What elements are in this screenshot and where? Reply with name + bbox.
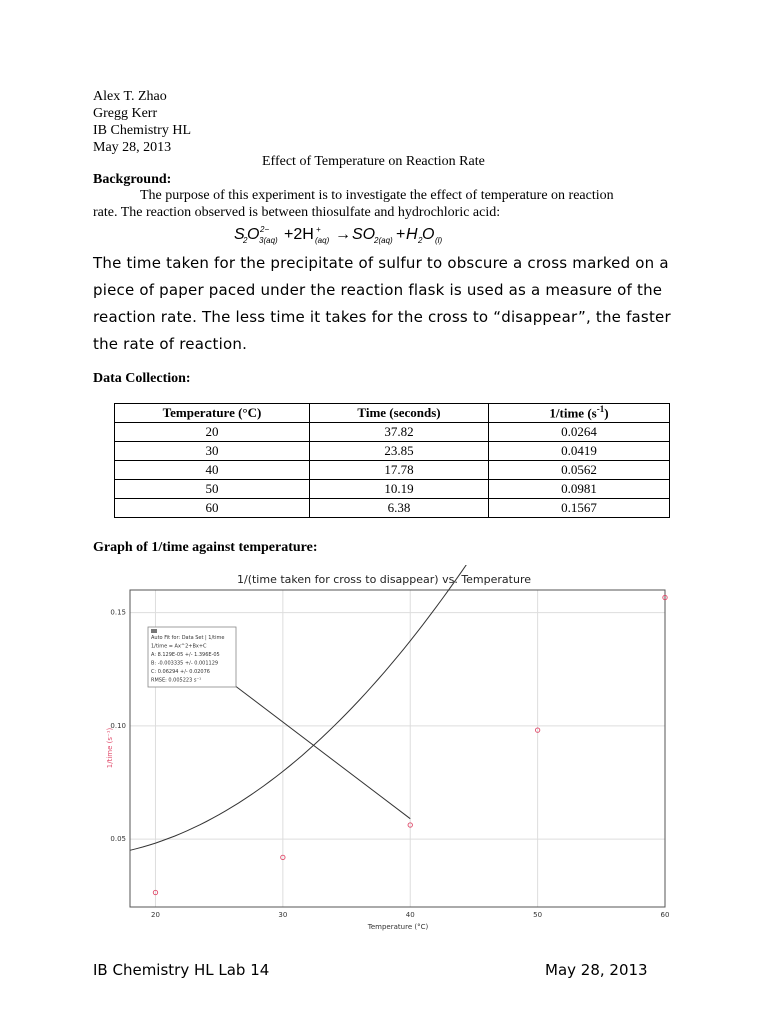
footer-left: IB Chemistry HL Lab 14	[93, 961, 270, 979]
y-tick-label: 0.15	[110, 608, 126, 617]
temperature-cell: 20	[115, 423, 310, 442]
table-row	[115, 423, 670, 442]
temperature-cell: 60	[115, 499, 310, 518]
svg-text:+: +	[396, 226, 406, 243]
teacher-name: Gregg Kerr	[93, 106, 158, 121]
y-tick-label: 0.05	[110, 835, 126, 844]
x-tick-label: 20	[151, 911, 160, 919]
svg-text:3(aq): 3(aq)	[259, 236, 278, 245]
y-axis-label: 1/time (s⁻¹)	[106, 727, 114, 769]
svg-text:SO: SO	[352, 226, 376, 243]
time-cell: 17.78	[310, 461, 489, 480]
background-heading: Background:	[93, 172, 172, 187]
background-intro-line2: rate. The reaction observed is between thiosulfate and hydrochloric acid:	[93, 205, 501, 220]
table-row	[115, 442, 670, 461]
rate-header-superscript: -1	[596, 404, 605, 415]
rate-cell: 0.0562	[489, 461, 670, 480]
annotation-line: RMSE: 0.005223 s⁻¹	[151, 677, 202, 684]
rate-cell: 0.1567	[489, 499, 670, 518]
rate-cell: 0.0419	[489, 442, 670, 461]
table-row	[115, 461, 670, 480]
x-tick-label: 30	[278, 911, 288, 919]
svg-text:+: +	[316, 225, 321, 234]
temperature-cell: 30	[115, 442, 310, 461]
table-row	[115, 499, 670, 518]
graph-heading: Graph of 1/time against temperature:	[93, 540, 318, 555]
svg-text:(aq): (aq)	[315, 236, 330, 245]
rate-header-text: 1/time (s	[549, 405, 597, 421]
x-tick-label: 40	[405, 911, 415, 919]
svg-text:(l): (l)	[435, 236, 443, 245]
fit-annotation-box	[148, 627, 236, 687]
annotation-box-icon	[151, 629, 157, 633]
annotation-line: 1/time = Ax^2+Bx+C	[151, 643, 207, 650]
svg-text:S: S	[234, 226, 245, 243]
y-tick-label: 0.10	[110, 721, 126, 730]
table-row	[115, 480, 670, 499]
table-header-row	[115, 404, 670, 423]
column-header-rate	[489, 404, 670, 423]
document-title: Effect of Temperature on Reaction Rate	[262, 154, 485, 169]
time-cell: 6.38	[310, 499, 489, 518]
data-table	[114, 403, 670, 518]
annotation-leader-line	[234, 685, 410, 819]
chemical-equation	[232, 222, 477, 251]
chart	[88, 565, 688, 935]
annotation-line: Auto Fit for: Data Set | 1/time	[151, 635, 225, 641]
chart-title: 1/(time taken for cross to disappear) vs. Temperature	[237, 573, 531, 586]
svg-text:2(aq): 2(aq)	[374, 236, 393, 245]
background-intro-line1: The purpose of this experiment is to investigate the effect of temperature on reaction	[140, 188, 614, 203]
svg-text:O: O	[422, 226, 435, 243]
temperature-cell: 40	[115, 461, 310, 480]
author-name: Alex T. Zhao	[93, 89, 167, 104]
data-collection-heading: Data Collection:	[93, 371, 191, 386]
background-paragraph: The time taken for the precipitate of sulfur to obscure a cross marked on a piece of paper paced under the reaction flask is used as a measure of the reaction rate. The less time it takes for the cross to “disappear”, the faster the rate of reaction.	[93, 254, 671, 353]
column-header-time: Time (seconds)	[310, 404, 489, 423]
svg-text:2: 2	[243, 236, 248, 245]
time-cell: 10.19	[310, 480, 489, 499]
svg-text:O: O	[247, 226, 260, 243]
annotation-line: B: -0.003335 +/- 0.001129	[151, 660, 219, 667]
footer-date: May 28, 2013	[545, 961, 648, 979]
header-date: May 28, 2013	[93, 140, 172, 155]
x-axis-label: Temperature (°C)	[367, 923, 429, 931]
annotation-line: C: 0.06294 +/- 0.02076	[151, 669, 210, 675]
rate-header-close: )	[604, 405, 609, 421]
time-cell: 37.82	[310, 423, 489, 442]
header-block	[93, 88, 191, 156]
fit-curve	[130, 565, 665, 850]
annotation-line: A: 8.129E-05 +/- 1.396E-05	[151, 652, 220, 658]
x-tick-label: 50	[533, 911, 543, 919]
svg-text:H: H	[406, 226, 418, 243]
svg-text:2: 2	[418, 236, 423, 245]
rate-cell: 0.0981	[489, 480, 670, 499]
x-tick-label: 60	[660, 911, 670, 919]
course-name: IB Chemistry HL	[93, 123, 191, 138]
svg-text:2−: 2−	[260, 225, 270, 234]
time-cell: 23.85	[310, 442, 489, 461]
rate-cell: 0.0264	[489, 423, 670, 442]
temperature-cell: 50	[115, 480, 310, 499]
svg-text:+2H: +2H	[284, 226, 314, 243]
svg-text:→: →	[335, 226, 351, 243]
column-header-temperature: Temperature (°C)	[115, 404, 310, 423]
